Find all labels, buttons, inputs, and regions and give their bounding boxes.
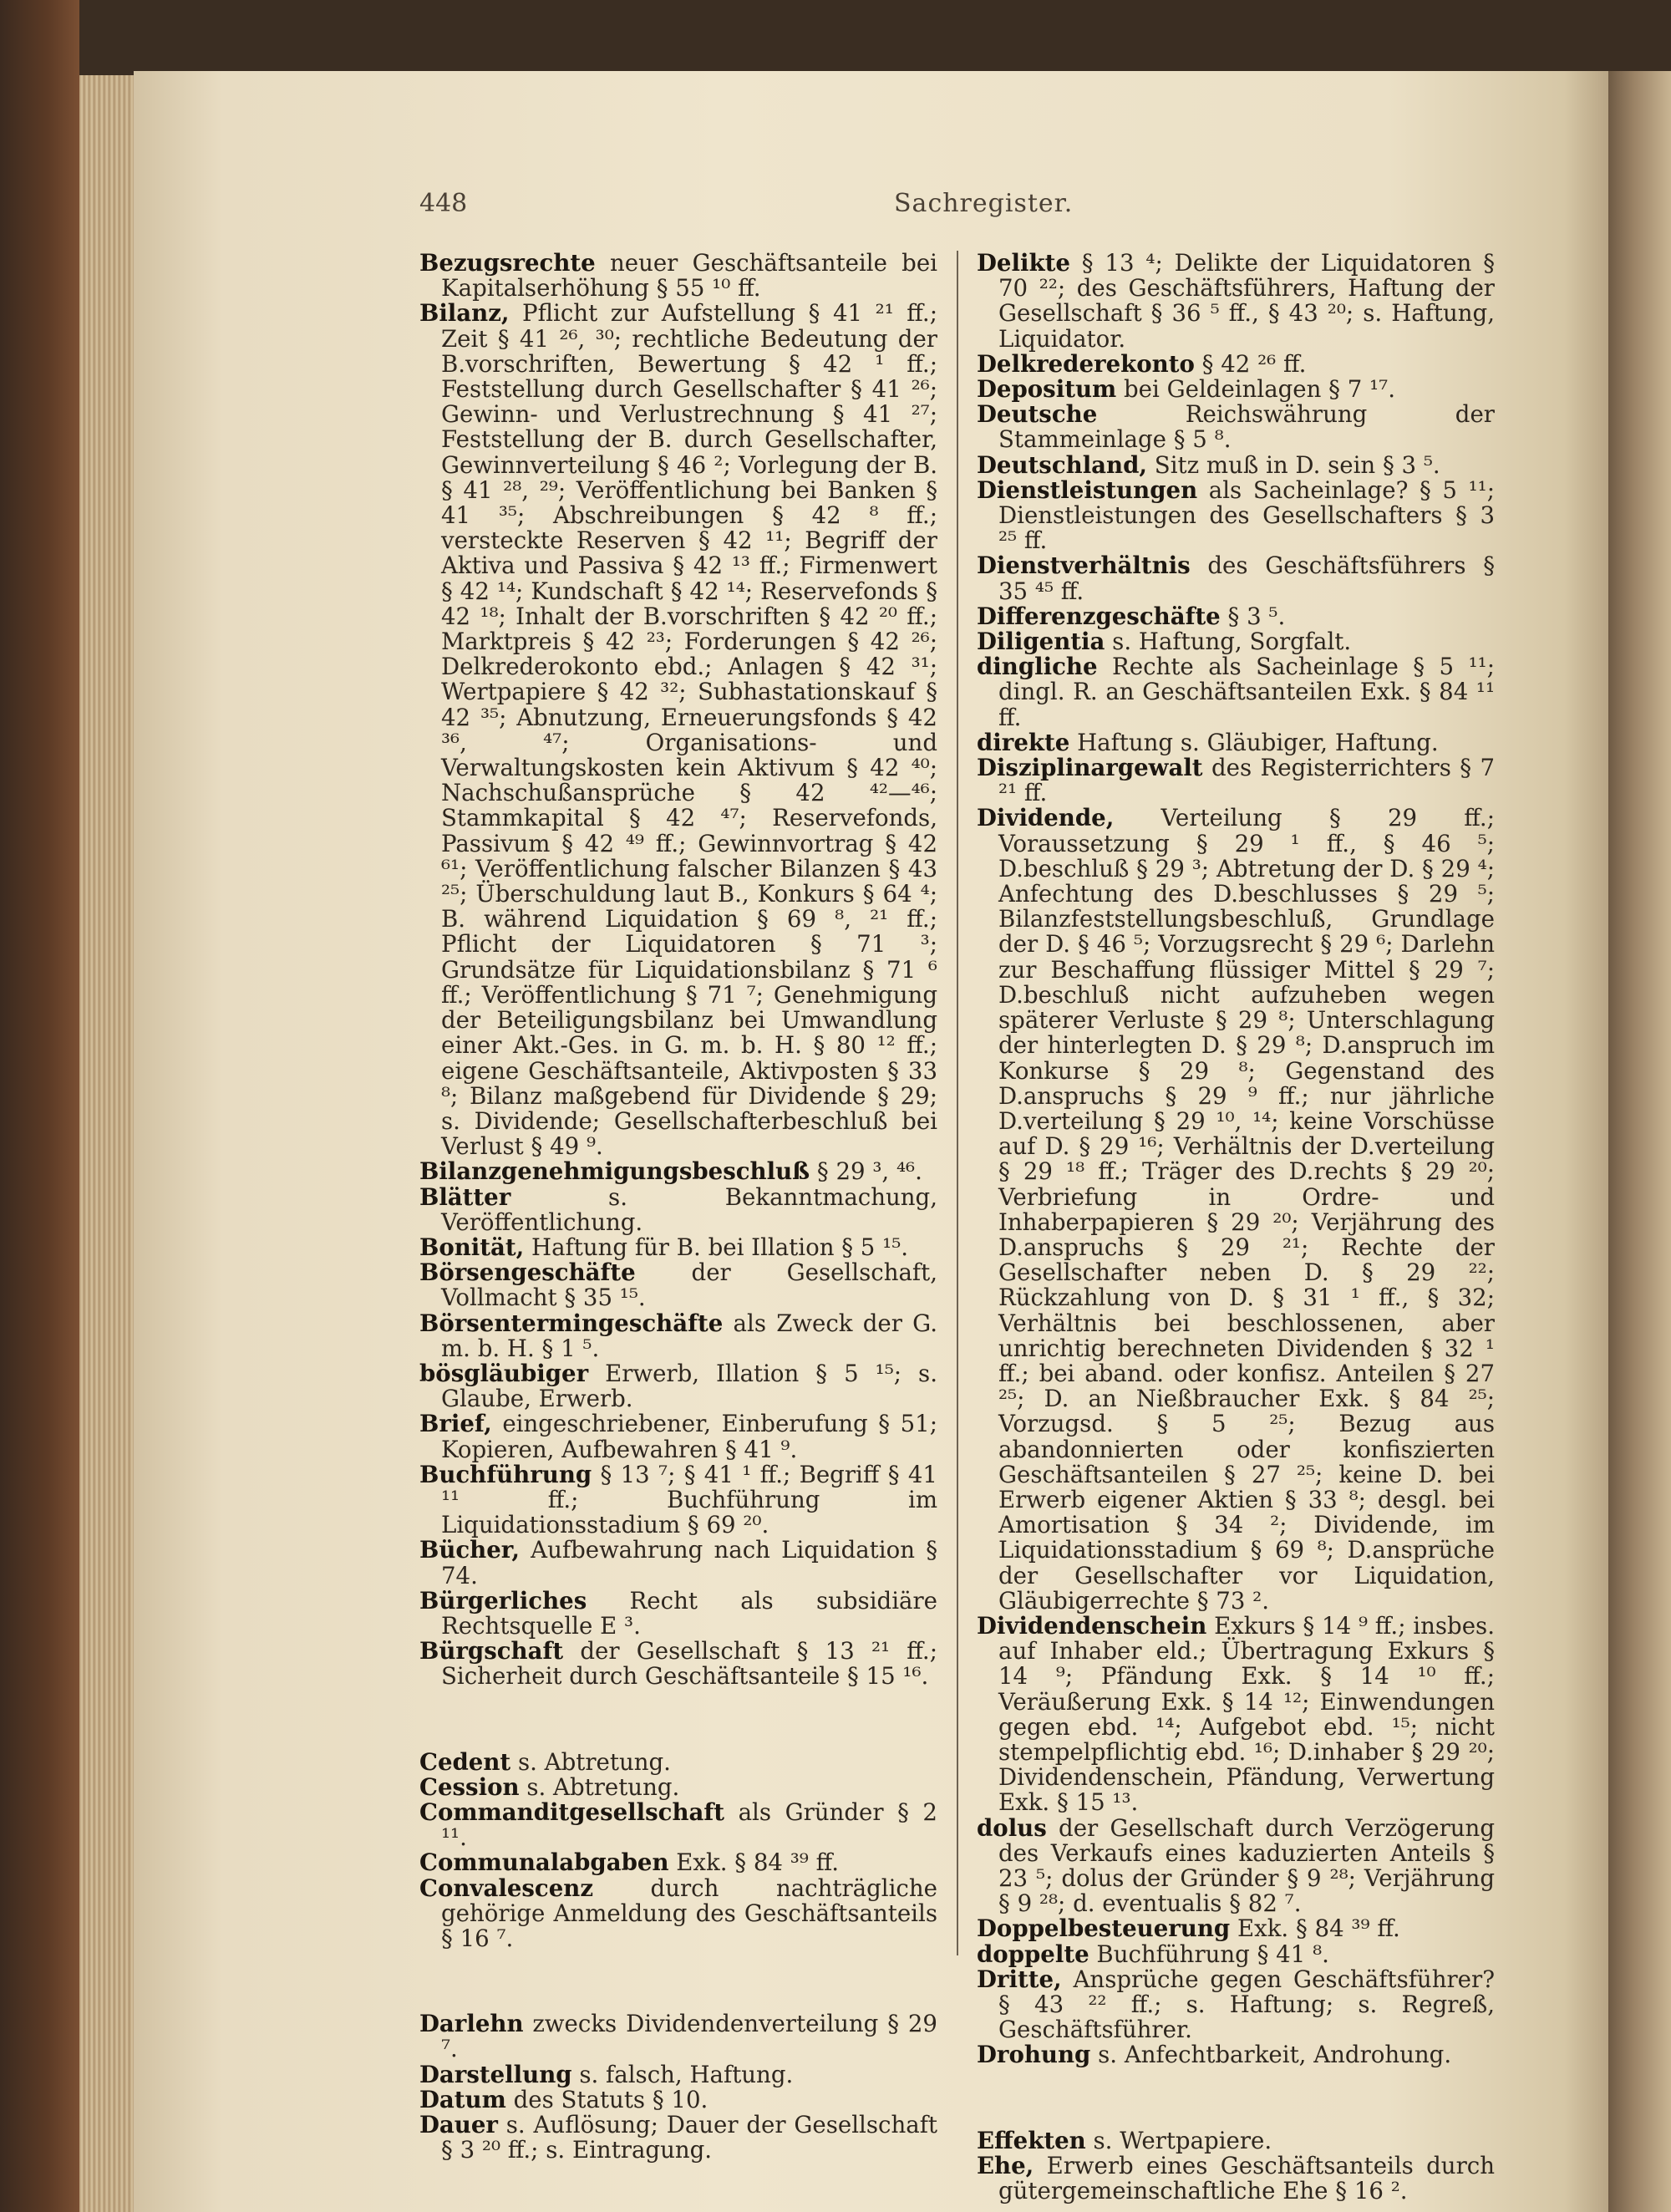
page-number: 448 bbox=[419, 189, 468, 218]
index-entry-headword: Doppelbesteuerung bbox=[977, 1915, 1231, 1943]
index-entry bbox=[977, 654, 1495, 730]
index-entry bbox=[419, 2011, 937, 2062]
index-entry-headword: Darstellung bbox=[419, 2060, 572, 2088]
index-entry-references: als Sacheinlage? § 5 ¹¹; Dienstleistungen des Gesellschafters § 3 ²⁵ ff. bbox=[998, 475, 1495, 555]
letter-section-gap bbox=[977, 2068, 1495, 2128]
index-entry-references: s. Bekanntmachung, Veröffentlichung. bbox=[441, 1182, 937, 1236]
index-entry-headword: Bürgschaft bbox=[419, 1637, 564, 1665]
index-entry-headword: Effekten bbox=[977, 2126, 1086, 2154]
letter-section-gap bbox=[419, 1951, 937, 2011]
index-entry bbox=[419, 301, 937, 1159]
index-entry-headword: Buchführung bbox=[419, 1460, 592, 1488]
index-entry-headword: Börsentermingeschäfte bbox=[419, 1309, 724, 1337]
index-entry bbox=[977, 1942, 1495, 1967]
index-entry-references: durch nachträgliche gehörige Anmeldung des Geschäftsanteils § 16 ⁷. bbox=[441, 1874, 937, 1952]
index-entry-headword: Brief, bbox=[419, 1410, 492, 1438]
index-entry bbox=[419, 1747, 937, 1776]
index-entry-references: s. Wertpapiere. bbox=[1085, 2126, 1272, 2154]
index-entry-headword: Dienstverhältnis bbox=[977, 552, 1191, 580]
index-entry-references: Exkurs § 14 ⁹ ff.; insbes. auf Inhaber eld.; Übertragung Exkurs § 14 ⁹; Pfändung Exk. § 14 ¹⁰ ff.; Veräußerung Exk. § 14 ¹²; Einwendungen gegen ebd. ¹⁴; Aufgebot ebd. ¹⁵; nicht stempelpflichtig ebd. ¹⁶; D.inhaber § 29 ²⁰; Dividendenschein, Pfändung, Verwertung Exk. § 15 ¹³. bbox=[998, 1611, 1495, 1817]
index-entry-headword: Bürgerliches bbox=[419, 1586, 587, 1615]
index-entry bbox=[419, 1639, 937, 1689]
index-entry-references: Haftung s. Gläubiger, Haftung. bbox=[1069, 728, 1439, 756]
index-entry-references: s. Auflösung; Dauer der Gesellschaft § 3 ²⁰ ff.; s. Eintragung. bbox=[441, 2111, 937, 2164]
index-entry-references: der Gesellschaft durch Verzögerung des Verkaufs eines kaduzierten Anteils § 23 ⁵; dolus der Gründer § 9 ²⁸; Verjährung § 9 ²⁸; d. eventualis § 82 ⁷. bbox=[998, 1813, 1495, 1918]
index-entry-references: § 29 ³, ⁴⁶. bbox=[810, 1157, 922, 1186]
index-entry bbox=[419, 1538, 937, 1588]
index-entry bbox=[419, 1800, 937, 1850]
index-entry bbox=[977, 604, 1495, 629]
index-entry-references: bei Geldeinlagen § 7 ¹⁷. bbox=[1116, 375, 1395, 404]
index-entry bbox=[419, 251, 937, 301]
index-entry bbox=[977, 629, 1495, 654]
index-entry bbox=[977, 450, 1495, 479]
index-entry-references: Buchführung § 41 ⁸. bbox=[1089, 1940, 1329, 1968]
index-entry-references: Verteilung § 29 ff.; Voraussetzung § 29 ¹ ff., § 46 ⁵; D.beschluß § 29 ³; Abtretung der D. § 29 ⁴; Anfechtung des D.beschlusses § 29 ⁵; Bilanzfeststellungsbeschluß, Grundlage der D. § 46 ⁵; Vorzugsrecht § 29 ⁶; Darlehn zur Beschaffung flüssiger Mittel § 29 ⁷; D.beschluß nicht aufzuheben wegen späterer Verluste § 29 ⁸; Unterschlagung der hinterlegten D. § 29 ⁸; D.anspruch im Konkurse § 29 ⁸; Gegenstand des D.anspruchs § 29 ⁹ ff.; nur jährliche D.verteilung § 29 ¹⁰, ¹⁴; keine Vorschüsse auf D. § 29 ¹⁶; Verhältnis der D.verteilung § 29 ¹⁸ ff.; Träger des D.rechts § 29 ²⁰; Verbriefung in Ordre- und Inhaberpapieren § 29 ²⁰; Verjährung des D.anspruchs § 29 ²¹; Rechte der Gesellschafter neben D. § 29 ²²; Rückzahlung von D. § 31 ¹ ff., § 32; Verhältnis bei beschlossenen, aber unrichtig berechneten Dividenden § 32 ¹ ff.; bei aband. oder konfisz. Anteilen § 27 ²⁵; D. an Nießbraucher Exk. § 84 ²⁵; Vorzugsd. § 5 ²⁵; Bezug aus abandonnierten oder konfiszierten Geschäftsanteilen § 27 ²⁵; keine D. bei Erwerb eigener Aktien § 33 ⁸; desgl. bei Amortisation § 34 ²; Dividende, im Liquidationsstadium § 69 ⁸; D.ansprüche der Gesellschafter vor Liquidation, Gläubigerrechte § 73 ². bbox=[998, 804, 1495, 1615]
index-entry-references: s. Anfechtbarkeit, Androhung. bbox=[1090, 2041, 1452, 2069]
index-entry-headword: Cession bbox=[419, 1772, 520, 1801]
index-entry-headword: Dritte, bbox=[977, 1965, 1062, 1993]
index-entry bbox=[419, 1772, 937, 1801]
index-entry bbox=[419, 1361, 937, 1411]
index-entry bbox=[419, 1586, 937, 1640]
index-entry bbox=[977, 1611, 1495, 1817]
index-entry-references: eingeschriebener, Einberufung § 51; Kopieren, Aufbewahren § 41 ⁹. bbox=[441, 1410, 937, 1463]
index-entry-headword: Communalabgaben bbox=[419, 1848, 669, 1877]
index-entry bbox=[419, 1159, 937, 1184]
index-entry-headword: direkte bbox=[977, 728, 1070, 756]
index-entry-headword: Dienstleistungen bbox=[977, 475, 1198, 504]
index-entry bbox=[977, 2042, 1495, 2067]
index-entry-headword: Delkrederekonto bbox=[977, 349, 1195, 378]
index-entry-references: s. Haftung, Sorgfalt. bbox=[1105, 628, 1352, 656]
index-entry bbox=[419, 2113, 937, 2163]
index-entry-headword: bösgläubiger bbox=[419, 1359, 589, 1387]
running-title: Sachregister. bbox=[894, 189, 1074, 218]
book-cover-left bbox=[0, 0, 79, 2212]
index-entry-headword: Blätter bbox=[419, 1182, 511, 1211]
index-entry-references: Haftung für B. bei Illation § 5 ¹⁵. bbox=[524, 1233, 909, 1261]
index-entry-references: der Gesellschaft § 13 ²¹ ff.; Sicherheit durch Geschäftsanteile § 15 ¹⁶. bbox=[441, 1637, 937, 1691]
page-edges-left bbox=[79, 75, 138, 2212]
index-entry-headword: Delikte bbox=[977, 249, 1070, 277]
index-entry-references: § 42 ²⁶ ff. bbox=[1194, 349, 1307, 378]
index-entry bbox=[419, 1850, 937, 1875]
index-entry-headword: Differenzgeschäfte bbox=[977, 602, 1221, 630]
index-entry bbox=[977, 755, 1495, 806]
index-entry bbox=[977, 475, 1495, 555]
column-divider bbox=[957, 251, 958, 1955]
index-entry-headword: Bilanzgenehmigungsbeschluß bbox=[419, 1157, 810, 1186]
index-entry-headword: Bonität, bbox=[419, 1233, 525, 1261]
index-entry bbox=[977, 402, 1495, 452]
index-entry bbox=[419, 1260, 937, 1310]
index-entry bbox=[977, 349, 1495, 378]
index-entry bbox=[419, 2087, 937, 2113]
index-entry-headword: dingliche bbox=[977, 653, 1098, 681]
index-entry-headword: doppelte bbox=[977, 1940, 1089, 1968]
index-entry bbox=[419, 1876, 937, 1952]
index-entry-references: neuer Geschäftsanteile bei Kapitalserhöhung § 55 ¹⁰ ff. bbox=[441, 249, 937, 303]
index-entry-references: als Gründer § 2 ¹¹. bbox=[441, 1798, 937, 1852]
index-entry-references: Rechte als Sacheinlage § 5 ¹¹; dingl. R. an Geschäftsanteilen Exk. § 84 ¹¹ ff. bbox=[998, 653, 1495, 731]
index-entry-references: des Geschäftsführers § 35 ⁴⁵ ff. bbox=[998, 552, 1495, 605]
letter-section-gap bbox=[419, 1690, 937, 1750]
index-entry-references: Exk. § 84 ³⁹ ff. bbox=[1230, 1915, 1400, 1943]
index-entry-references: Ansprüche gegen Geschäftsführer? § 43 ²² ff.; s. Haftung; s. Regreß, Geschäftsführer. bbox=[998, 1965, 1495, 2044]
index-entry bbox=[977, 377, 1495, 402]
index-entry-headword: Diligentia bbox=[977, 628, 1105, 656]
index-entry bbox=[977, 553, 1495, 603]
index-entry bbox=[977, 2151, 1495, 2205]
index-entry-headword: Disziplinargewalt bbox=[977, 754, 1203, 782]
index-entry-references: § 13 ⁴; Delikte der Liquidatoren § 70 ²²; des Geschäftsführers, Haftung der Gesellschaft § 36 ⁵ ff., § 43 ²⁰; s. Haftung, Liquidator. bbox=[998, 249, 1495, 353]
index-entry-references: s. Abtretung. bbox=[510, 1747, 671, 1776]
index-entry-references: des Registerrichters § 7 ²¹ ff. bbox=[998, 754, 1495, 807]
index-entry-references: Reichswährung der Stammeinlage § 5 ⁸. bbox=[998, 400, 1495, 454]
index-entry bbox=[419, 2062, 937, 2087]
index-entry bbox=[977, 730, 1495, 755]
index-entry bbox=[419, 1462, 937, 1538]
index-entry-references: als Zweck der G. m. b. H. § 1 ⁵. bbox=[441, 1309, 937, 1362]
index-entry-references: des Statuts § 10. bbox=[505, 2085, 709, 2113]
index-entry bbox=[977, 1916, 1495, 1941]
index-entry bbox=[977, 2128, 1495, 2154]
facing-page-edge bbox=[1608, 71, 1671, 2212]
index-entry-headword: Depositum bbox=[977, 375, 1117, 404]
index-entry bbox=[419, 1235, 937, 1260]
index-entry-references: Erwerb eines Geschäftsanteils durch gütergemeinschaftliche Ehe § 16 ². bbox=[998, 2151, 1495, 2205]
index-entry-headword: Deutschland, bbox=[977, 450, 1148, 479]
index-entry-headword: Dauer bbox=[419, 2111, 498, 2139]
index-entry-references: Recht als subsidiäre Rechtsquelle E ³. bbox=[441, 1586, 937, 1640]
index-entry-headword: Cedent bbox=[419, 1747, 511, 1776]
index-entry bbox=[977, 251, 1495, 352]
index-entry bbox=[419, 1182, 937, 1236]
index-entry-references: § 13 ⁷; § 41 ¹ ff.; Begriff § 41 ¹¹ ff.; Buchführung im Liquidationsstadium § 69 ²⁰. bbox=[441, 1460, 937, 1539]
index-entry-references: § 3 ⁵. bbox=[1220, 602, 1286, 630]
index-column-left bbox=[419, 251, 937, 2163]
index-entry-references: Erwerb, Illation § 5 ¹⁵; s. Glaube, Erwerb. bbox=[441, 1359, 937, 1413]
index-entry-references: Pflicht zur Aufstellung § 41 ²¹ ff.; Zeit § 41 ²⁶, ³⁰; rechtliche Bedeutung der B.vorschriften, Bewertung § 42 ¹ ff.; Feststellung durch Gesellschafter § 41 ²⁶; Gewinn- und Verlustrechnung § 41 ²⁷; Feststellung der B. durch Gesellschafter, Gewinnverteilung § 46 ²; Vorlegung der B. § 41 ²⁸, ²⁹; Veröffentlichung bei Banken § 41 ³⁵; Abschreibungen § 42 ⁸ ff.; versteckte Reserven § 42 ¹¹; Begriff der Aktiva und Passiva § 42 ¹³ ff.; Firmenwert § 42 ¹⁴; Kundschaft § 42 ¹⁴; Reservefonds § 42 ¹⁸; Inhalt der B.vorschriften § 42 ²⁰ ff.; Marktpreis § 42 ²³; Forderungen § 42 ²⁶; Delkrederokonto ebd.; Anlagen § 42 ³¹; Wertpapiere § 42 ³²; Subhastationskauf § 42 ³⁵; Abnutzung, Erneuerungsfonds § 42 ³⁶, ⁴⁷; Organisations- und Verwaltungskosten kein Aktivum § 42 ⁴⁰; Nachschußansprüche § 42 ⁴²—⁴⁶; Stammkapital § 42 ⁴⁷; Reservefonds, Passivum § 42 ⁴⁹ ff.; Gewinnvortrag § 42 ⁶¹; Veröffentlichung falscher Bilanzen § 43 ²⁵; Überschuldung laut B., Konkurs § 64 ⁴; B. während Liquidation § 69 ⁸, ²¹ ff.; Pflicht der Liquidatoren § 71 ³; Grundsätze für Liquidationsbilanz § 71 ⁶ ff.; Veröffentlichung § 71 ⁷; Genehmigung der Beteiligungsbilanz bei Umwandlung einer Akt.-Ges. in G. m. b. H. § 80 ¹² ff.; eigene Geschäftsanteile, Aktivposten § 33 ⁸; Bilanz maßgebend für Dividende § 29; s. Dividende; Gesellschafterbeschluß bei Verlust § 49 ⁹. bbox=[441, 299, 937, 1161]
index-entry bbox=[419, 1311, 937, 1361]
index-entry bbox=[977, 806, 1495, 1614]
index-entry-headword: Darlehn bbox=[419, 2010, 524, 2038]
index-entry-headword: Bücher, bbox=[419, 1536, 520, 1564]
index-entry bbox=[977, 1813, 1495, 1918]
index-entry bbox=[977, 1967, 1495, 2043]
index-column-right bbox=[977, 251, 1495, 2204]
index-entry-headword: Bezugsrechte bbox=[419, 249, 596, 277]
index-entry-headword: Börsengeschäfte bbox=[419, 1259, 636, 1287]
index-entry-headword: Drohung bbox=[977, 2041, 1091, 2069]
index-entry-references: Sitz muß in D. sein § 3 ⁵. bbox=[1147, 450, 1440, 479]
index-entry-references: Aufbewahrung nach Liquidation § 74. bbox=[441, 1536, 937, 1589]
index-entry-references: zwecks Dividendenverteilung § 29 ⁷. bbox=[441, 2010, 937, 2063]
index-entry-headword: Deutsche bbox=[977, 400, 1098, 429]
index-entry-headword: Dividendenschein bbox=[977, 1611, 1207, 1640]
index-entry-headword: dolus bbox=[977, 1813, 1047, 1842]
index-entry-headword: Bilanz, bbox=[419, 299, 510, 328]
index-entry-references: s. Abtretung. bbox=[519, 1772, 680, 1801]
index-entry-headword: Ehe, bbox=[977, 2151, 1034, 2179]
book-cover-top bbox=[79, 0, 1671, 75]
index-entry-references: Exk. § 84 ³⁹ ff. bbox=[668, 1848, 839, 1877]
index-entry-headword: Dividende, bbox=[977, 804, 1115, 832]
index-entry-headword: Convalescenz bbox=[419, 1874, 594, 1902]
index-entry-references: s. falsch, Haftung. bbox=[571, 2060, 794, 2088]
index-entry-headword: Datum bbox=[419, 2085, 506, 2113]
index-entry-headword: Commanditgesellschaft bbox=[419, 1798, 725, 1826]
index-entry bbox=[419, 1411, 937, 1462]
index-entry-references: der Gesellschaft, Vollmacht § 35 ¹⁵. bbox=[441, 1259, 937, 1312]
